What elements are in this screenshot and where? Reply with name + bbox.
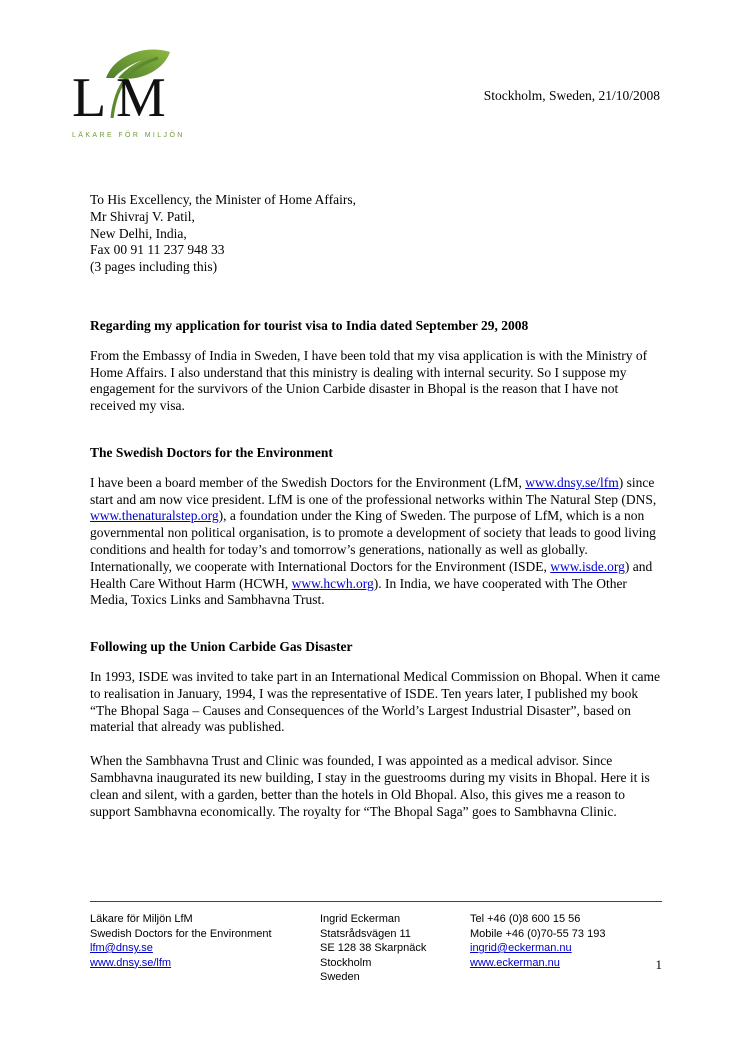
recipient-line: Fax 00 91 11 237 948 33: [90, 242, 225, 258]
recipient-block: [90, 192, 662, 276]
letter-body: [90, 192, 662, 837]
footer-org-subtitle: Swedish Doctors for the Environment: [90, 927, 272, 940]
recipient-line: To His Excellency, the Minister of Home Affairs,: [90, 192, 356, 207]
footer-mobile: Mobile +46 (0)70-55 73 193: [470, 927, 606, 940]
letter-footer: [90, 901, 662, 985]
page-number: 1: [655, 957, 662, 972]
dateline: Stockholm, Sweden, 21/10/2008: [483, 88, 660, 103]
footer-personal-web-link[interactable]: www.eckerman.nu: [470, 956, 560, 969]
section-heading-lfm: The Swedish Doctors for the Environment: [90, 444, 333, 460]
inline-link[interactable]: www.hcwh.org: [291, 575, 374, 591]
recipient-line: Mr Shivraj V. Patil,: [90, 208, 195, 224]
logo-tagline: LÄKARE FÖR MILJÖN: [72, 132, 185, 139]
footer-org-email-link[interactable]: lfm@dnsy.se: [90, 942, 153, 954]
footer-org-web-link[interactable]: www.dnsy.se/lfm: [90, 956, 172, 969]
paragraph: I have been a board member of the Swedish Doctors for the Environment (LfM, www.dnsy.se/lfm) since start and am now vice president. LfM is one of the professional networks within The Natural Step (DNS, www.thenaturalstep.org), a foundation under the King of Sweden. The purpose of LfM, which is a non governmental non political organisation, is to promote a development of society that leads to good living conditions and health for today’s and tomorrow’s generations, nationally as well as globally. Internationally, we cooperate with International Doctors for the Environment (ISDE, www.isde.org) and Health Care Without Harm (HCWH, www.hcwh.org). In India, we have cooperated with The Other Media, Toxics Links and Sambhavna Trust.: [90, 474, 657, 608]
recipient-line: (3 pages including this): [90, 259, 218, 275]
footer-personal-email-link[interactable]: ingrid@eckerman.nu: [470, 942, 572, 954]
footer-phone-column: [470, 912, 640, 985]
footer-org-name: Läkare för Miljön LfM: [90, 913, 193, 925]
recipient-line: New Delhi, India,: [90, 225, 187, 241]
svg-text:L: L: [72, 67, 107, 126]
footer-tel: Tel +46 (0)8 600 15 56: [470, 913, 581, 925]
footer-org-column: [90, 912, 320, 985]
section-heading-bhopal: Following up the Union Carbide Gas Disaster: [90, 639, 353, 655]
inline-link[interactable]: www.dnsy.se/lfm: [525, 474, 619, 490]
footer-contact-country: Sweden: [320, 971, 360, 983]
footer-contact-city: Stockholm: [320, 956, 372, 969]
paragraph: When the Sambhavna Trust and Clinic was founded, I was appointed as a medical advisor. Since Sambhavna inaugurated its new building, I stay in the guestrooms during my visits in Bhopal. Here it is clean and silent, with a garden, better than the hotels in Old Bhopal. Also, this gives me a reason to support Sambhavna economically. The royalty for “The Bhopal Saga” goes to Sambhavna Clinic.: [90, 753, 650, 819]
footer-contact-column: [320, 912, 470, 985]
footer-contact-address1: Statsrådsvägen 11: [320, 927, 411, 940]
lfm-leaf-logo-icon: [72, 48, 192, 126]
inline-link[interactable]: www.thenaturalstep.org: [90, 508, 219, 524]
paragraph: From the Embassy of India in Sweden, I have been told that my visa application is with the Ministry of Home Affairs. I also understand that this ministry is dealing with internal security. So I suppose my engagement for the survivors of the Union Carbide disaster in Bhopal is the reason that I have not received my visa.: [90, 347, 648, 414]
paragraph: In 1993, ISDE was invited to take part in an International Medical Commission on Bhopal. When it came to realisation in January, 1994, I was the representative of ISDE. Ten years later, I published my book “The Bhopal Saga – Causes and Consequences of the World’s Largest Industrial Disaster”, based on material that already was published.: [90, 668, 661, 735]
svg-text:M: M: [116, 67, 166, 126]
section-heading-visa: Regarding my application for tourist visa to India dated September 29, 2008: [90, 317, 529, 333]
footer-contact-address2: SE 128 38 Skarpnäck: [320, 942, 427, 954]
inline-link[interactable]: www.isde.org: [550, 558, 625, 574]
lfm-logo: [72, 48, 192, 139]
footer-contact-name: Ingrid Eckerman: [320, 913, 401, 925]
